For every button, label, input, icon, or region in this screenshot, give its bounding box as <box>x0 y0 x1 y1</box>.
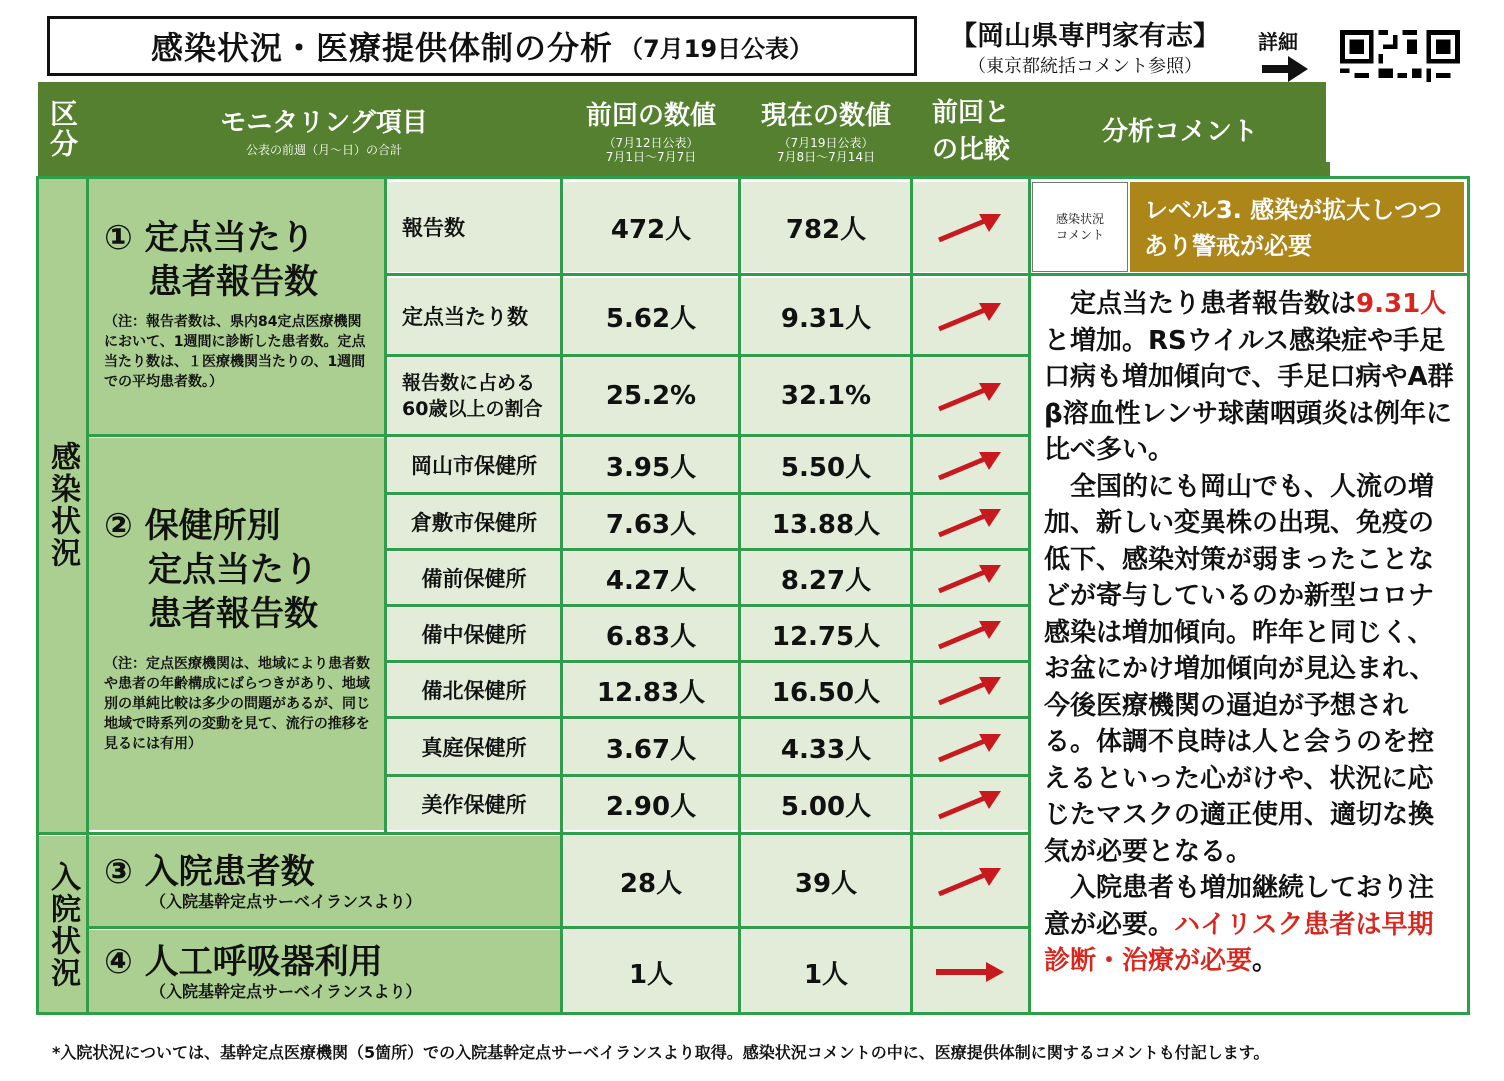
header-prev: 前回の数値 （7月12日公表） 7月1日～7月7日 <box>562 82 740 176</box>
item3-block <box>88 836 560 926</box>
prev-value: 12.83人 <box>564 664 738 716</box>
item2-title3: 患者報告数 <box>148 594 318 634</box>
curr-value: 16.50人 <box>742 664 910 716</box>
section-infection: 感染状況 <box>38 178 86 832</box>
item4-note: （入院基幹定点サーベイランスより） <box>150 982 422 1001</box>
section-hospital: 入院状況 <box>38 836 86 1014</box>
trend-up-arrow-icon <box>935 730 1005 764</box>
trend-up-arrow-icon <box>935 673 1005 707</box>
level-tag: 感染状況 コメント <box>1032 182 1128 272</box>
curr-value: 4.33人 <box>742 720 910 774</box>
trend-up-arrow-icon <box>935 864 1005 898</box>
grid-line <box>384 774 1030 777</box>
grid-line <box>384 492 1030 495</box>
curr-value: 9.31人 <box>742 278 910 354</box>
trend-up-arrow-icon <box>935 379 1005 413</box>
curr-value: 1人 <box>742 930 910 1014</box>
prev-value: 1人 <box>564 930 738 1014</box>
grid-line <box>384 273 1030 276</box>
grid-line <box>910 176 913 1014</box>
trend-cell <box>912 182 1028 272</box>
subitem-label: 備中保健所 <box>388 608 560 660</box>
grid-line <box>1467 176 1470 1014</box>
trend-up-arrow-icon <box>935 561 1005 595</box>
grid-line <box>384 716 1030 719</box>
prev-value: 3.67人 <box>564 720 738 774</box>
org-name: 【岡山県専門家有志】 <box>950 21 1220 52</box>
grid-line <box>86 176 89 1014</box>
item1-title2: 患者報告数 <box>148 262 318 302</box>
grid-line <box>384 354 1030 357</box>
header-category: 区分 <box>38 82 86 176</box>
trend-cell <box>912 778 1028 830</box>
grid-line <box>86 434 1030 437</box>
prev-value: 7.63人 <box>564 496 738 548</box>
header-curr: 現在の数値 （7月19日公表） 7月8日～7月14日 <box>740 82 912 176</box>
grid-line <box>36 176 39 1014</box>
header-compare: 前回と の比較 <box>912 82 1030 176</box>
curr-value: 39人 <box>742 836 910 926</box>
curr-value: 8.27人 <box>742 552 910 604</box>
trend-cell <box>912 720 1028 774</box>
item3-note: （入院基幹定点サーベイランスより） <box>150 892 422 911</box>
grid-line <box>1028 273 1470 276</box>
subitem-label: 真庭保健所 <box>388 720 560 774</box>
prev-value: 2.90人 <box>564 778 738 830</box>
curr-value: 5.50人 <box>742 438 910 492</box>
item2-title2: 定点当たり <box>148 550 318 590</box>
item2-note: （注：定点医療機関は、地域により患者数や患者の年齢構成にばらつきがあり、地域別の単純比較は多少の問題があるが、同じ地域で時系列の変動を見て、流行の推移を見るには有用） <box>104 656 370 752</box>
trend-up-arrow-icon <box>935 505 1005 539</box>
subitem-label: 美作保健所 <box>388 778 560 830</box>
header-item: モニタリング項目 公表の前週（月～日）の合計 <box>86 82 562 176</box>
subitem-label: 備前保健所 <box>388 552 560 604</box>
trend-up-arrow-icon <box>935 448 1005 482</box>
level-badge: レベル3. 感染が拡大しつつあり警戒が必要 <box>1130 182 1464 272</box>
footnote: *入院状況については、基幹定点医療機関（5箇所）での入院基幹定点サーベイランスより取得。感染状況コメントの中に、医療提供体制に関するコメントも付記します。 <box>52 1043 1270 1062</box>
curr-value: 12.75人 <box>742 608 910 660</box>
prev-value: 25.2% <box>564 358 738 434</box>
trend-up-arrow-icon <box>935 210 1005 244</box>
grid-line <box>738 176 741 1014</box>
grid-line <box>86 926 1030 929</box>
detail-label: 詳細 <box>1258 30 1298 54</box>
subitem-label: 報告数 <box>388 182 560 272</box>
trend-cell <box>912 358 1028 434</box>
page-title <box>47 16 917 76</box>
item1-title: ① 定点当たり <box>104 218 315 258</box>
trend-up-arrow-icon <box>935 299 1005 333</box>
grid-line <box>560 176 563 1014</box>
item4-title: ④ 人工呼吸器利用 <box>104 942 383 982</box>
prev-value: 6.83人 <box>564 608 738 660</box>
right-arrow-icon <box>1262 56 1308 82</box>
curr-value: 5.00人 <box>742 778 910 830</box>
subitem-label: 倉敷市保健所 <box>388 496 560 548</box>
grid-line <box>384 548 1030 551</box>
trend-cell <box>912 438 1028 492</box>
trend-cell <box>912 836 1028 926</box>
grid-line <box>384 604 1030 607</box>
item3-title: ③ 入院患者数 <box>104 852 315 892</box>
trend-flat-arrow-icon <box>934 960 1006 984</box>
item1-note: （注：報告者数は、県内84定点医療機関において、1週間に診断した患者数。定点当たり数は、１医療機関当たりの、1週間での平均患者数。） <box>104 314 366 390</box>
qr-backdrop <box>1326 82 1466 162</box>
trend-up-arrow-icon <box>935 617 1005 651</box>
trend-cell <box>912 930 1028 1014</box>
curr-value: 13.88人 <box>742 496 910 548</box>
prev-value: 472人 <box>564 182 738 272</box>
item2-title: ② 保健所別 <box>104 506 281 546</box>
subitem-label: 定点当たり数 <box>388 278 560 354</box>
prev-value: 5.62人 <box>564 278 738 354</box>
grid-line <box>384 660 1030 663</box>
grid-line <box>36 832 1030 835</box>
trend-cell <box>912 608 1028 660</box>
org-sub: （東京都統括コメント参照） <box>968 56 1202 77</box>
title-date: （7月19日公表） <box>618 34 814 63</box>
trend-cell <box>912 664 1028 716</box>
title-main: 感染状況・医療提供体制の分析 <box>150 29 613 67</box>
curr-value: 782人 <box>742 182 910 272</box>
prev-value: 28人 <box>564 836 738 926</box>
prev-value: 3.95人 <box>564 438 738 492</box>
subitem-label: 報告数に占める 60歳以上の割合 <box>388 358 560 434</box>
trend-cell <box>912 278 1028 354</box>
header-comment: 分析コメント <box>1030 82 1330 176</box>
subitem-label: 備北保健所 <box>388 664 560 716</box>
subitem-label: 岡山市保健所 <box>388 438 560 492</box>
grid-line <box>36 1012 1470 1015</box>
curr-value: 32.1% <box>742 358 910 434</box>
analysis-comment: 定点当たり患者報告数は9.31人と増加。RSウイルス感染症や手足口病も増加傾向で、手足口病やA群β溶血性レンサ球菌咽頭炎は例年に比べ多い。 全国的にも岡山でも、人流の増加、新しい変異株の出現、免疫の低下、感染対策が弱まったことなどが寄与しているのか新型コロナ感染は増加傾向。昨年と同じく、お盆にかけ増加傾向が見込まれ、今後医療機関の逼迫が予想される。体調不良時は人と会うのを控えるといった心がけや、状況に応じたマスクの適正使用、適切な換気が必要となる。 入院患者も増加継続しており注意が必要。ハイリスク患者は早期診断・治療が必要。 <box>1044 289 1454 976</box>
trend-up-arrow-icon <box>935 787 1005 821</box>
item4-block <box>88 930 560 1014</box>
prev-value: 4.27人 <box>564 552 738 604</box>
grid-line <box>36 176 1470 179</box>
trend-cell <box>912 496 1028 548</box>
trend-cell <box>912 552 1028 604</box>
item1-block <box>88 178 384 434</box>
grid-line <box>1028 176 1031 1014</box>
item2-block <box>88 438 384 830</box>
